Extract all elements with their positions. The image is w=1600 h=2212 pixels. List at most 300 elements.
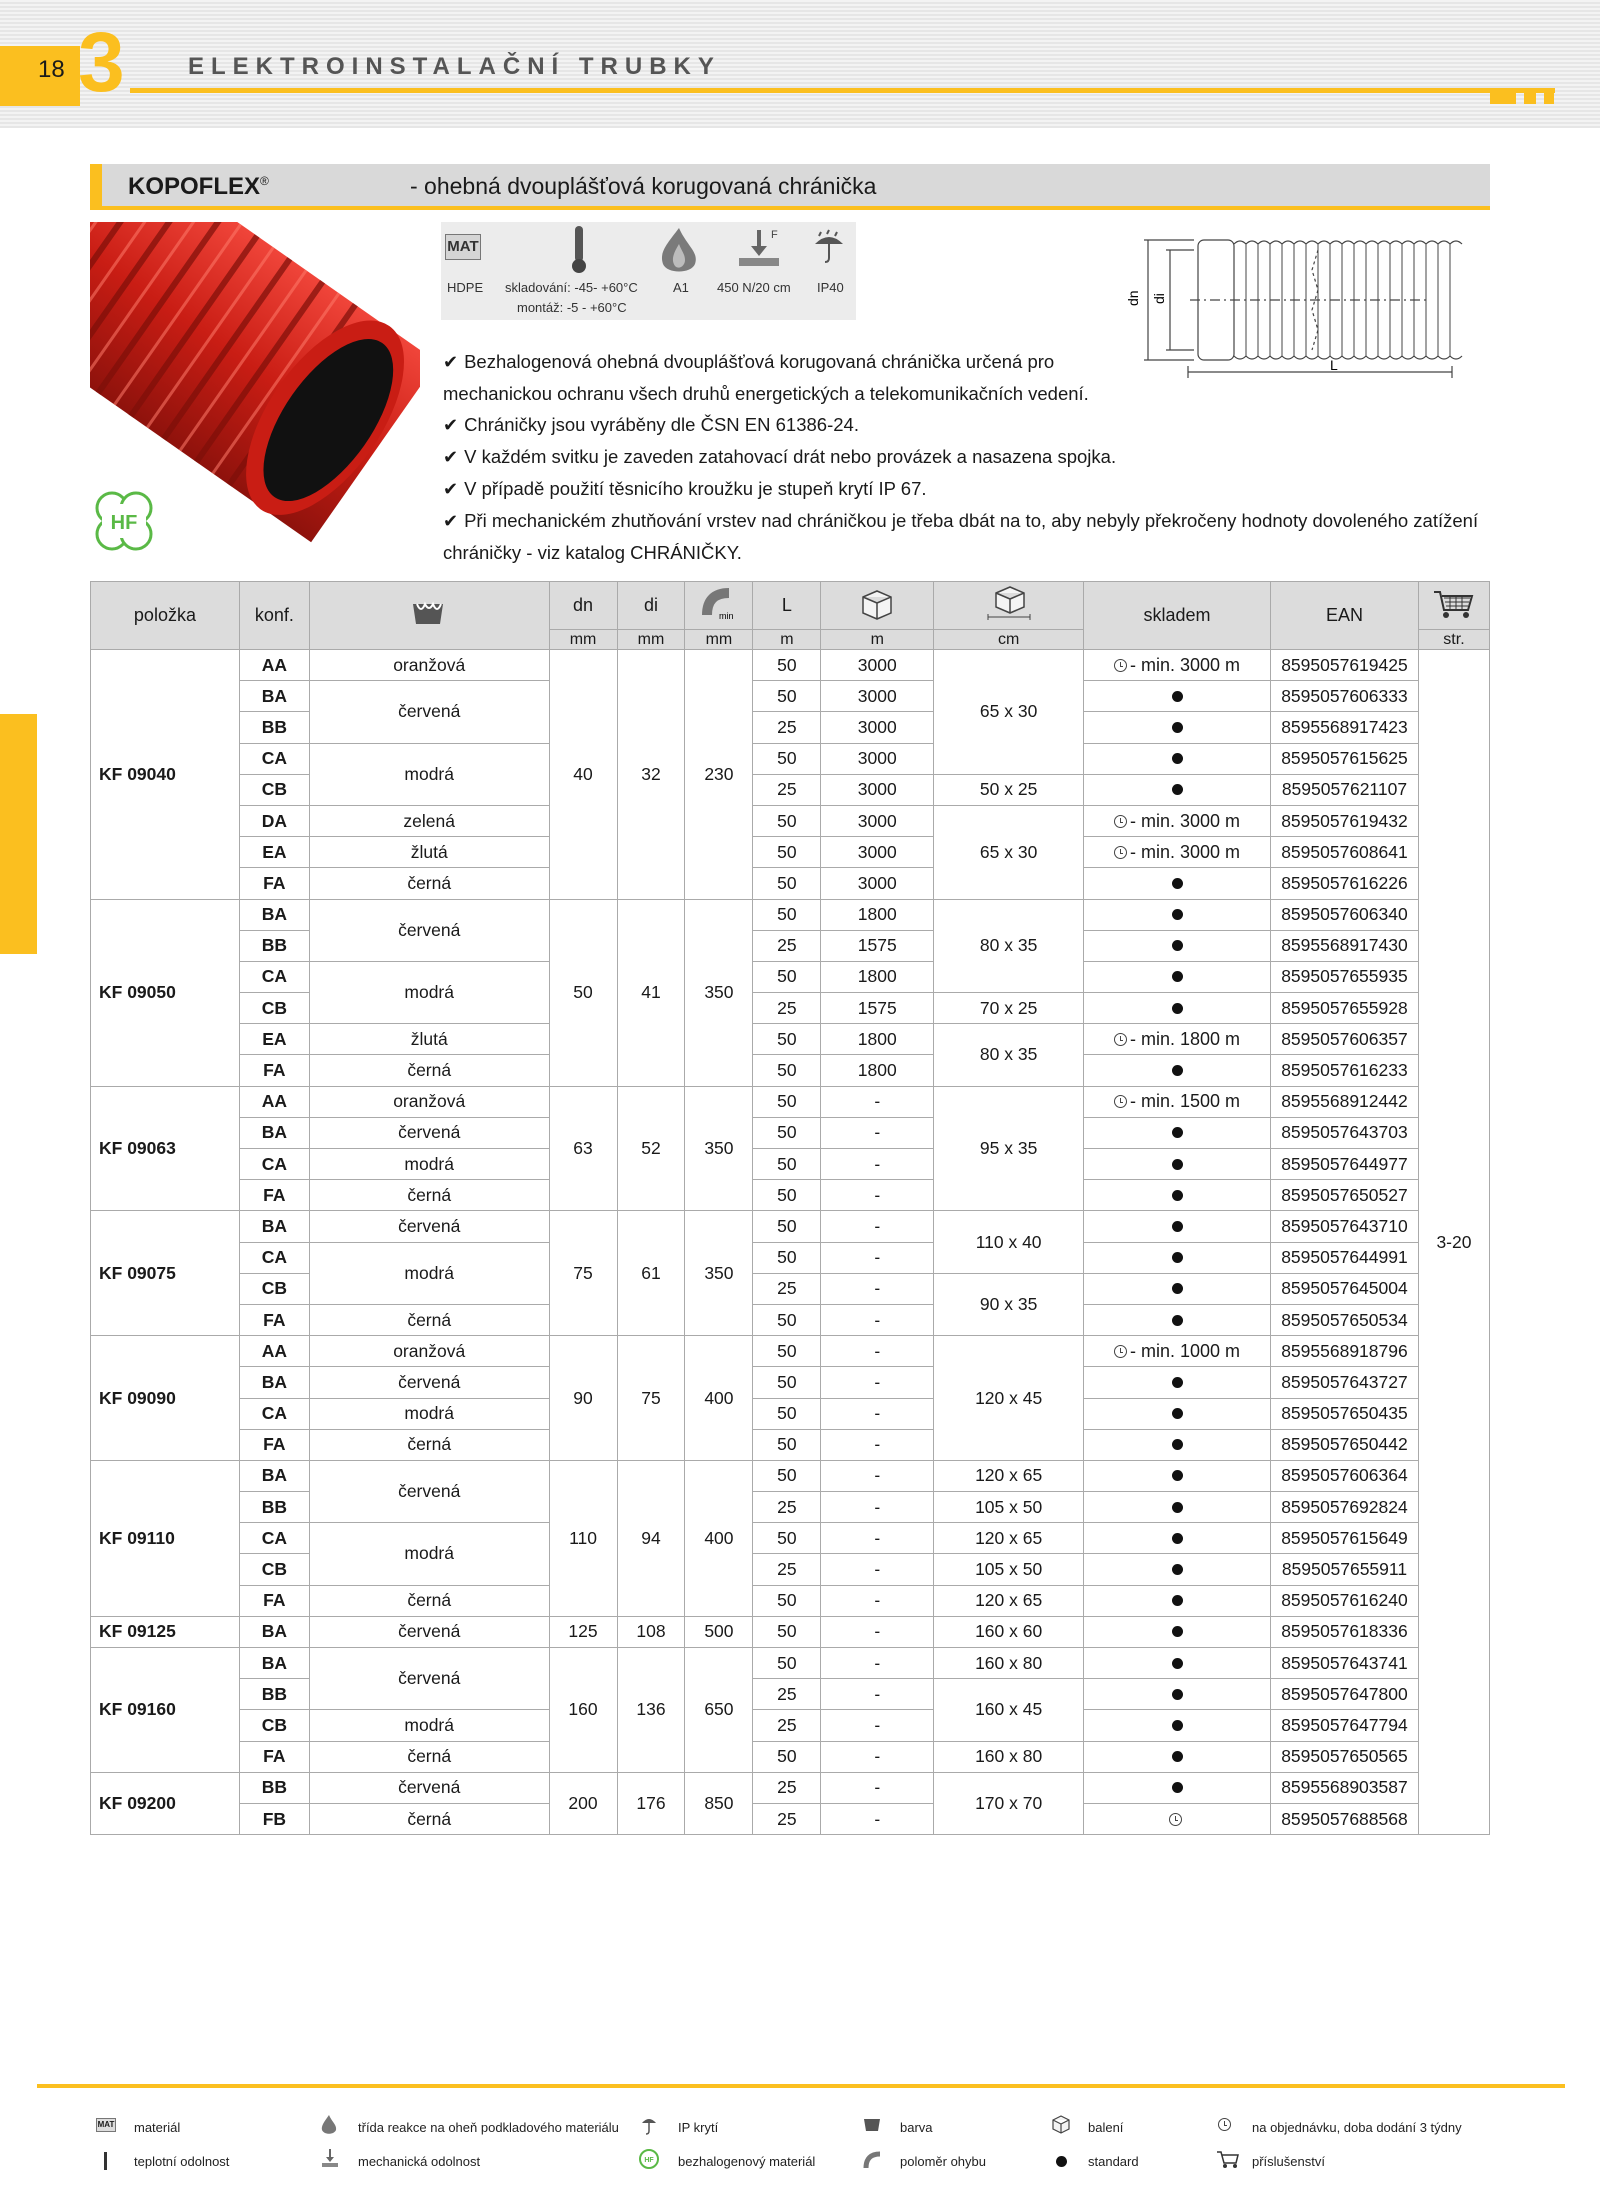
col-ean: EAN xyxy=(1270,582,1418,650)
stock-cell xyxy=(1084,774,1271,805)
color-cell: žlutá xyxy=(309,837,549,868)
pallet-cell: 105 x 50 xyxy=(934,1554,1084,1585)
table-row xyxy=(91,681,1490,712)
pallet-cell: 160 x 45 xyxy=(934,1679,1084,1741)
ean-cell: 8595057616226 xyxy=(1270,868,1418,899)
l-cell: 50 xyxy=(753,1398,821,1429)
cart-icon xyxy=(1432,586,1476,620)
check-icon: ✔ xyxy=(443,479,459,499)
l-cell: 50 xyxy=(753,1585,821,1616)
standard-dot-icon xyxy=(1172,1408,1183,1419)
ean-cell: 8595057619432 xyxy=(1270,805,1418,836)
color-cell: červená xyxy=(309,899,549,961)
unit-str: str. xyxy=(1418,630,1489,650)
konf-cell: AA xyxy=(239,650,309,681)
mechanical-load-icon xyxy=(320,2148,340,2170)
l-cell: 25 xyxy=(753,1554,821,1585)
stock-cell xyxy=(1084,743,1271,774)
pack-cell: - xyxy=(821,1648,934,1679)
bend-cell: 350 xyxy=(685,1211,753,1336)
konf-cell: FB xyxy=(239,1803,309,1834)
table-row xyxy=(91,1523,1490,1554)
cart-icon xyxy=(1216,2148,1240,2170)
l-cell: 50 xyxy=(753,1211,821,1242)
konf-cell: CA xyxy=(239,1523,309,1554)
product-header-accent xyxy=(90,164,102,210)
color-cell: černá xyxy=(309,1429,549,1460)
standard-dot-icon xyxy=(1172,1003,1183,1014)
l-cell: 50 xyxy=(753,1149,821,1180)
l-cell: 25 xyxy=(753,712,821,743)
pallet-cell: 105 x 50 xyxy=(934,1492,1084,1523)
clock-icon xyxy=(1114,815,1127,828)
bend-radius-icon xyxy=(862,2148,884,2170)
l-cell: 25 xyxy=(753,1803,821,1834)
l-cell: 50 xyxy=(753,1741,821,1772)
standard-dot-icon xyxy=(1172,1564,1183,1575)
color-cell: červená xyxy=(309,1648,549,1710)
stock-cell xyxy=(1084,1242,1271,1273)
di-cell: 94 xyxy=(617,1460,685,1616)
ean-cell: 8595057621107 xyxy=(1270,774,1418,805)
l-cell: 50 xyxy=(753,1460,821,1491)
table-row xyxy=(91,1741,1490,1772)
ean-cell: 8595057643703 xyxy=(1270,1117,1418,1148)
l-cell: 50 xyxy=(753,743,821,774)
standard-dot-icon xyxy=(1172,1439,1183,1450)
standard-dot-icon xyxy=(1172,1315,1183,1326)
l-cell: 25 xyxy=(753,1710,821,1741)
pack-cell: 3000 xyxy=(821,837,934,868)
standard-dot-icon xyxy=(1172,784,1183,795)
color-cell: oranžová xyxy=(309,650,549,681)
legend-fire: třída reakce na oheň podkladového materiálu xyxy=(358,2120,619,2135)
dn-cell: 125 xyxy=(549,1616,617,1647)
l-cell: 50 xyxy=(753,650,821,681)
table-row xyxy=(91,1616,1490,1647)
l-cell: 50 xyxy=(753,1648,821,1679)
bend-cell: 400 xyxy=(685,1460,753,1616)
ip-rating-icon xyxy=(640,2114,658,2136)
stock-cell xyxy=(1084,868,1271,899)
bend-cell: 650 xyxy=(685,1648,753,1773)
check-icon: ✔ xyxy=(443,415,459,435)
table-row xyxy=(91,1429,1490,1460)
pallet-cell: 170 x 70 xyxy=(934,1772,1084,1834)
check-icon: ✔ xyxy=(443,447,459,467)
table-row xyxy=(91,1211,1490,1242)
konf-cell: BB xyxy=(239,930,309,961)
ean-cell: 8595057606357 xyxy=(1270,1024,1418,1055)
l-cell: 50 xyxy=(753,1304,821,1335)
hf-small-text: HF xyxy=(644,2157,654,2164)
unit-L: m xyxy=(753,630,821,650)
konf-cell: FA xyxy=(239,1429,309,1460)
str-cell: 3-20 xyxy=(1418,650,1489,1835)
stock-cell xyxy=(1084,899,1271,930)
pack-cell: - xyxy=(821,1367,934,1398)
stock-cell xyxy=(1084,1429,1271,1460)
dn-cell: 40 xyxy=(549,650,617,900)
table-row xyxy=(91,930,1490,961)
table-row xyxy=(91,743,1490,774)
standard-dot-icon xyxy=(1172,1658,1183,1669)
konf-cell: BA xyxy=(239,1117,309,1148)
pack-cell: - xyxy=(821,1616,934,1647)
konf-cell: FA xyxy=(239,1055,309,1086)
konf-cell: CB xyxy=(239,1710,309,1741)
temp-storage-value: skladování: -45- +60°C xyxy=(505,280,638,295)
bend-cell: 500 xyxy=(685,1616,753,1647)
page-number: 18 xyxy=(38,56,65,83)
product-header xyxy=(90,164,1490,210)
standard-dot-icon xyxy=(1172,1782,1183,1793)
ean-cell: 8595057618336 xyxy=(1270,1616,1418,1647)
dn-cell: 160 xyxy=(549,1648,617,1773)
stock-cell xyxy=(1084,993,1271,1024)
bullet-continuation: mechanickou ochranu všech druhů energetických a telekomunikačních vedení. xyxy=(443,383,1089,404)
l-cell: 50 xyxy=(753,1429,821,1460)
pallet-cell: 110 x 40 xyxy=(934,1211,1084,1273)
bend-cell: 400 xyxy=(685,1336,753,1461)
konf-cell: BB xyxy=(239,712,309,743)
pallet-cell: 120 x 65 xyxy=(934,1460,1084,1491)
konf-cell: CB xyxy=(239,774,309,805)
ean-cell: 8595568917423 xyxy=(1270,712,1418,743)
dn-cell: 75 xyxy=(549,1211,617,1336)
col-polozka: položka xyxy=(91,582,240,650)
pack-cell: - xyxy=(821,1741,934,1772)
mechanical-value: 450 N/20 cm xyxy=(717,280,791,295)
pack-cell: 3000 xyxy=(821,712,934,743)
pack-cell: 1575 xyxy=(821,930,934,961)
item-code: KF 09125 xyxy=(91,1616,240,1647)
pack-cell: - xyxy=(821,1429,934,1460)
konf-cell: BB xyxy=(239,1679,309,1710)
col-pallet xyxy=(934,582,1084,630)
di-cell: 176 xyxy=(617,1772,685,1834)
ean-cell: 8595057615625 xyxy=(1270,743,1418,774)
color-cell: modrá xyxy=(309,1149,549,1180)
pallet-cell: 160 x 80 xyxy=(934,1741,1084,1772)
standard-dot-icon xyxy=(1172,909,1183,920)
standard-dot-icon xyxy=(1172,1377,1183,1388)
ean-cell: 8595057643727 xyxy=(1270,1367,1418,1398)
stock-cell xyxy=(1084,1336,1271,1367)
ean-cell: 8595057643710 xyxy=(1270,1211,1418,1242)
stock-text: - min. 3000 m xyxy=(1129,810,1241,831)
color-cell: červená xyxy=(309,1367,549,1398)
l-cell: 50 xyxy=(753,1180,821,1211)
color-cell: modrá xyxy=(309,1710,549,1741)
product-name xyxy=(128,173,269,201)
table-row xyxy=(91,712,1490,743)
standard-dot-icon xyxy=(1172,1533,1183,1544)
stock-cell xyxy=(1084,1523,1271,1554)
legend-packing: balení xyxy=(1088,2120,1124,2135)
bullet-item xyxy=(443,505,1493,537)
clock-icon xyxy=(1114,846,1127,859)
color-cell: černá xyxy=(309,1304,549,1335)
unit-dn: mm xyxy=(549,630,617,650)
force-letter: F xyxy=(771,229,778,241)
chapter-number: 3 xyxy=(78,15,125,109)
l-cell: 25 xyxy=(753,1679,821,1710)
pack-cell: - xyxy=(821,1803,934,1834)
color-cell: oranžová xyxy=(309,1336,549,1367)
color-cell: červená xyxy=(309,681,549,743)
l-cell: 25 xyxy=(753,1772,821,1803)
pallet-cell: 120 x 65 xyxy=(934,1523,1084,1554)
product-description: - ohebná dvouplášťová korugovaná chránička xyxy=(410,173,877,199)
pack-cell: - xyxy=(821,1149,934,1180)
table-row xyxy=(91,1585,1490,1616)
pallet-cell: 65 x 30 xyxy=(934,805,1084,899)
standard-dot-icon xyxy=(1172,1283,1183,1294)
ip-value: IP40 xyxy=(817,280,844,295)
col-skladem: skladem xyxy=(1084,582,1271,650)
konf-cell: FA xyxy=(239,868,309,899)
konf-cell: CB xyxy=(239,1554,309,1585)
check-icon: ✔ xyxy=(443,352,459,372)
pack-cell: - xyxy=(821,1523,934,1554)
konf-cell: FA xyxy=(239,1585,309,1616)
pallet-cell: 50 x 25 xyxy=(934,774,1084,805)
col-accessories xyxy=(1418,582,1489,630)
table-row xyxy=(91,993,1490,1024)
ean-cell: 8595057692824 xyxy=(1270,1492,1418,1523)
color-cell: červená xyxy=(309,1616,549,1647)
table-row xyxy=(91,1149,1490,1180)
bend-radius-icon xyxy=(699,585,739,621)
konf-cell: AA xyxy=(239,1086,309,1117)
di-cell: 136 xyxy=(617,1648,685,1773)
color-cell: červená xyxy=(309,1460,549,1522)
table-row xyxy=(91,1554,1490,1585)
l-cell: 50 xyxy=(753,1024,821,1055)
konf-cell: BA xyxy=(239,1648,309,1679)
item-code: KF 09090 xyxy=(91,1336,240,1461)
legend-halogen: bezhalogenový materiál xyxy=(678,2154,816,2169)
halogen-free-badge xyxy=(88,488,160,561)
stock-cell xyxy=(1084,712,1271,743)
standard-dot-icon xyxy=(1056,2156,1067,2167)
fire-class-value: A1 xyxy=(673,280,689,295)
header-rule xyxy=(130,88,1555,93)
l-cell: 25 xyxy=(753,774,821,805)
l-cell: 50 xyxy=(753,1117,821,1148)
bullet-text: Při mechanickém zhutňování vrstev nad chráničkou je třeba dbát na to, aby nebyly překročeny hodnoty dovoleného zatížení xyxy=(464,510,1479,531)
header-square xyxy=(1490,92,1516,104)
legend-accessories: příslušenství xyxy=(1252,2154,1325,2169)
pack-cell: - xyxy=(821,1336,934,1367)
pallet-cell: 80 x 35 xyxy=(934,899,1084,993)
clock-icon xyxy=(1218,2118,1231,2131)
konf-cell: CA xyxy=(239,743,309,774)
dn-label: dn xyxy=(1125,290,1141,306)
bullet-text: V každém svitku je zaveden zatahovací drát nebo provázek a nasazena spojka. xyxy=(464,446,1117,467)
l-cell: 25 xyxy=(753,1273,821,1304)
pallet-cell: 65 x 30 xyxy=(934,650,1084,775)
paint-bucket-icon xyxy=(862,2116,882,2134)
ean-cell: 8595568918796 xyxy=(1270,1336,1418,1367)
di-cell: 61 xyxy=(617,1211,685,1336)
dn-cell: 50 xyxy=(549,899,617,1086)
bullet-item xyxy=(443,346,1493,378)
stock-cell xyxy=(1084,1180,1271,1211)
material-value: HDPE xyxy=(447,280,484,295)
standard-dot-icon xyxy=(1172,1470,1183,1481)
pallet-cell: 120 x 45 xyxy=(934,1336,1084,1461)
l-cell: 25 xyxy=(753,930,821,961)
di-cell: 108 xyxy=(617,1616,685,1647)
standard-dot-icon xyxy=(1172,940,1183,951)
header-square xyxy=(1544,92,1554,104)
l-cell: 50 xyxy=(753,868,821,899)
l-cell: 50 xyxy=(753,1523,821,1554)
item-code: KF 09200 xyxy=(91,1772,240,1834)
clock-icon xyxy=(1169,1813,1182,1826)
color-cell: červená xyxy=(309,1211,549,1242)
side-tab xyxy=(0,714,37,954)
flame-icon xyxy=(657,226,701,274)
bend-cell: 850 xyxy=(685,1772,753,1834)
bend-cell: 350 xyxy=(685,1086,753,1211)
clock-icon xyxy=(1114,1345,1127,1358)
standard-dot-icon xyxy=(1172,1595,1183,1606)
legend-order: na objednávku, doba dodání 3 týdny xyxy=(1252,2120,1462,2135)
bend-min-label: min xyxy=(718,611,734,621)
konf-cell: BB xyxy=(239,1772,309,1803)
table-row xyxy=(91,1492,1490,1523)
item-code: KF 09075 xyxy=(91,1211,240,1336)
pack-cell: 1800 xyxy=(821,899,934,930)
color-cell: modrá xyxy=(309,1523,549,1585)
di-cell: 32 xyxy=(617,650,685,900)
unit-pallet: cm xyxy=(934,630,1084,650)
l-cell: 50 xyxy=(753,681,821,712)
l-cell: 50 xyxy=(753,1055,821,1086)
konf-cell: CA xyxy=(239,1149,309,1180)
color-cell: černá xyxy=(309,1180,549,1211)
table-row xyxy=(91,650,1490,681)
konf-cell: BA xyxy=(239,1616,309,1647)
table-row xyxy=(91,1180,1490,1211)
pack-cell: - xyxy=(821,1304,934,1335)
temp-mount-value: montáž: -5 - +60°C xyxy=(517,300,627,315)
standard-dot-icon xyxy=(1172,722,1183,733)
stock-cell xyxy=(1084,1772,1271,1803)
item-code: KF 09050 xyxy=(91,899,240,1086)
stock-cell xyxy=(1084,1367,1271,1398)
stock-cell xyxy=(1084,1273,1271,1304)
stock-cell xyxy=(1084,1211,1271,1242)
pack-cell: - xyxy=(821,1460,934,1491)
color-cell: černá xyxy=(309,1741,549,1772)
table-row xyxy=(91,1772,1490,1803)
color-cell: černá xyxy=(309,1803,549,1834)
ip-rating-icon xyxy=(811,226,847,270)
properties-panel xyxy=(441,222,856,320)
ean-cell: 8595057606340 xyxy=(1270,899,1418,930)
pallet-cell: 160 x 60 xyxy=(934,1616,1084,1647)
standard-dot-icon xyxy=(1172,1221,1183,1232)
pack-cell: 3000 xyxy=(821,650,934,681)
stock-cell xyxy=(1084,1741,1271,1772)
stock-cell xyxy=(1084,837,1271,868)
stock-cell xyxy=(1084,650,1271,681)
pallet-cell: 80 x 35 xyxy=(934,1024,1084,1086)
check-icon: ✔ xyxy=(443,511,459,531)
l-cell: 50 xyxy=(753,1086,821,1117)
ean-cell: 8595057644977 xyxy=(1270,1149,1418,1180)
stock-cell xyxy=(1084,1585,1271,1616)
table-row xyxy=(91,1367,1490,1398)
halogen-free-icon xyxy=(638,2148,660,2170)
di-cell: 52 xyxy=(617,1086,685,1211)
pack-cell: - xyxy=(821,1772,934,1803)
konf-cell: BB xyxy=(239,1492,309,1523)
table-row xyxy=(91,1304,1490,1335)
table-row xyxy=(91,805,1490,836)
header-square xyxy=(1524,92,1536,104)
ean-cell: 8595057644991 xyxy=(1270,1242,1418,1273)
color-cell: modrá xyxy=(309,1398,549,1429)
bullet-text: Chráničky jsou vyráběny dle ČSN EN 61386-24. xyxy=(464,414,859,435)
di-cell: 41 xyxy=(617,899,685,1086)
bullet-text: Bezhalogenová ohebná dvouplášťová korugovaná chránička určená pro xyxy=(464,351,1055,372)
konf-cell: CA xyxy=(239,1398,309,1429)
product-table xyxy=(90,581,1490,1835)
col-color xyxy=(309,582,549,650)
stock-cell xyxy=(1084,1616,1271,1647)
product-name-text: KOPOFLEX xyxy=(128,173,261,200)
konf-cell: CB xyxy=(239,1273,309,1304)
col-bend xyxy=(685,582,753,630)
pack-cell: 1800 xyxy=(821,1055,934,1086)
ean-cell: 8595057650442 xyxy=(1270,1429,1418,1460)
table-row xyxy=(91,1117,1490,1148)
clock-icon xyxy=(1114,659,1127,672)
standard-dot-icon xyxy=(1172,1751,1183,1762)
col-dn: dn xyxy=(549,582,617,630)
stock-cell xyxy=(1084,1304,1271,1335)
pack-cell: - xyxy=(821,1180,934,1211)
bullet-continuation: chráničky - viz katalog CHRÁNIČKY. xyxy=(443,542,742,563)
konf-cell: EA xyxy=(239,1024,309,1055)
konf-cell: BA xyxy=(239,681,309,712)
pallet-cell: 95 x 35 xyxy=(934,1086,1084,1211)
stock-cell xyxy=(1084,1398,1271,1429)
pack-cell: - xyxy=(821,1585,934,1616)
standard-dot-icon xyxy=(1172,878,1183,889)
footer-rule xyxy=(37,2084,1565,2088)
pack-cell: - xyxy=(821,1117,934,1148)
table-row xyxy=(91,868,1490,899)
color-cell: žlutá xyxy=(309,1024,549,1055)
dn-cell: 110 xyxy=(549,1460,617,1616)
l-cell: 50 xyxy=(753,961,821,992)
pack-cell: 3000 xyxy=(821,774,934,805)
pallet-box-icon xyxy=(984,583,1034,623)
stock-cell xyxy=(1084,1055,1271,1086)
pack-cell: - xyxy=(821,1211,934,1242)
pack-cell: - xyxy=(821,1273,934,1304)
ean-cell: 8595057650565 xyxy=(1270,1741,1418,1772)
ean-cell: 8595057650435 xyxy=(1270,1398,1418,1429)
konf-cell: CA xyxy=(239,961,309,992)
stock-text: - min. 1800 m xyxy=(1129,1028,1241,1049)
